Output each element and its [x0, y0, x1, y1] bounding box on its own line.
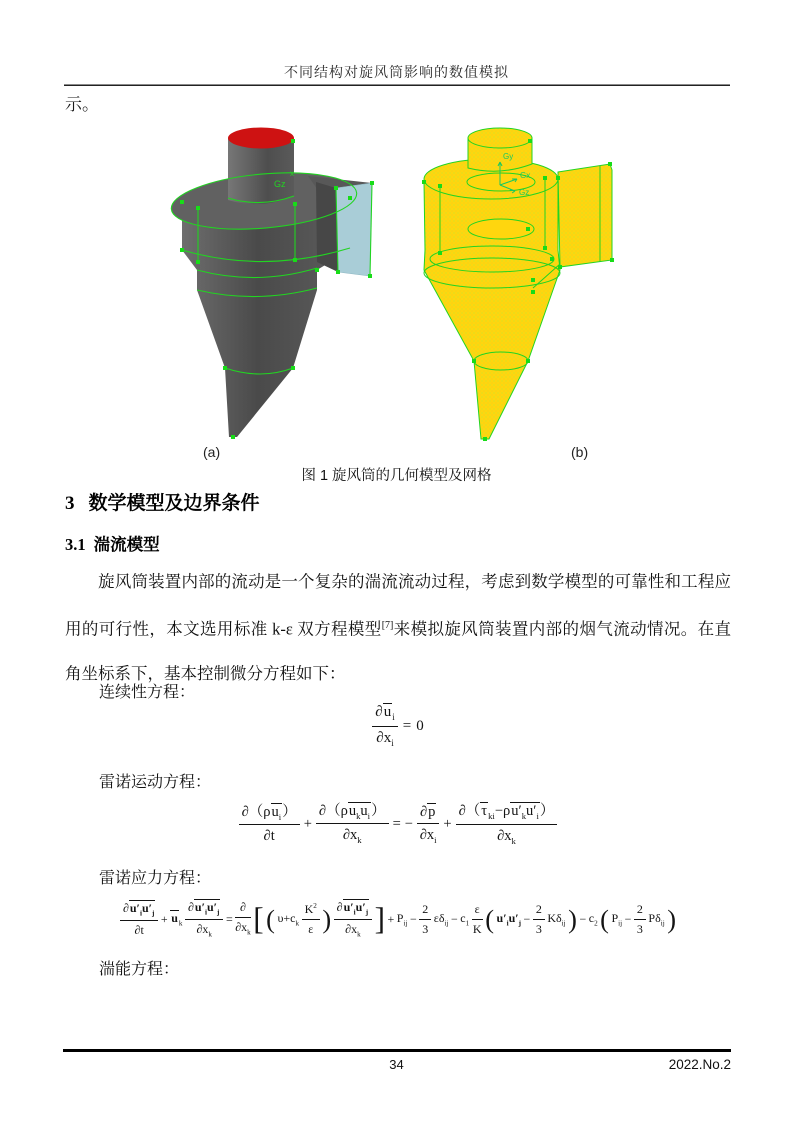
citation-ref: [7]	[381, 620, 394, 631]
math-symbol: =	[225, 911, 233, 926]
outlet-top-red	[228, 128, 294, 149]
model-b-axis-gz-label: Gz	[519, 188, 530, 197]
mesh-body	[424, 178, 560, 439]
page-number: 34	[389, 1057, 404, 1072]
paragraph-text: 来模拟旋风筒装置内部的烟气流动情况。在直角坐标系下，基本控制微分方程如下：	[65, 619, 731, 683]
math-symbol: −	[624, 911, 632, 926]
dissipation-term: $\varepsilon\delta_{ij}$	[433, 910, 449, 928]
model-a-axis-x-label: x	[290, 169, 294, 178]
mesh-vortex-finder-bottom	[468, 219, 534, 239]
c2-coefficient: $c_2$	[588, 910, 598, 928]
k-delta-term: $K\delta_{ij}$	[547, 910, 566, 928]
math-symbol: −	[450, 911, 458, 926]
math-symbol: 0	[416, 717, 424, 734]
continuity-label: 连续性方程：	[99, 684, 196, 701]
lead-text: 示。	[65, 95, 99, 114]
equation-continuity	[65, 700, 731, 752]
section-heading	[65, 488, 260, 515]
equation-reynolds-stress: $\partial u'_iu'_j$ ∂t + $u_k$ $\frac{\partial u'_iu'_j}{\partial x_k}$ = ∂ $\partial x_k$ [ ( $\upsilon+c_k$ $K^2$ ε ) $\partial u'_iu'_j$ $\partial x_k$ ] + $P_{ij}$ − $\frac{2}{3}$ $\varepsilon\delta_{ij}$ − $c_1$ ε K ( $u'_iu'_j$ − $\frac{2}{3}$ $K\delta_{ij}$ ) − $c_2$ ( $P_{ij}$ − $\frac{2}{3}$ $P\delta_{ij}$ )	[65, 888, 731, 950]
header-rule	[64, 84, 730, 86]
model-b-axis-gx-label: Gx	[520, 171, 531, 180]
math-symbol: =	[402, 717, 412, 734]
subsection-title: 湍流模型	[93, 536, 160, 554]
subsection-number: 3.1	[65, 535, 86, 554]
figure-label-a: (a)	[203, 444, 221, 460]
fraction: $\frac{\partial u_i}{\partial x_i}$	[372, 703, 397, 749]
inlet-duct-face	[336, 183, 372, 276]
fraction: $K^2$ ε	[302, 902, 320, 937]
production-term: $P_{ij}$	[611, 910, 623, 928]
fraction: $\partial(\rho u_i)$ ∂t	[239, 803, 300, 845]
issue-label: 2022.No.2	[668, 1057, 731, 1072]
fraction: $\frac{\partial p}{\partial x_i}$	[417, 803, 439, 846]
math-symbol: +	[387, 911, 395, 926]
production-term: $P_{ij}$	[396, 910, 408, 928]
figure-1-model-a-geometry	[140, 112, 390, 460]
fraction: $\partial u'_iu'_j$ $\partial x_k$	[334, 899, 372, 939]
reynolds-stress-label: 雷诺应力方程：	[99, 870, 212, 887]
math-symbol: −	[404, 815, 413, 832]
fraction: $\partial u'_iu'_j$ ∂t	[120, 900, 158, 938]
mesh-inlet-duct	[558, 164, 612, 267]
fraction: $\frac{2}{3}$	[533, 902, 545, 937]
math-symbol: −	[409, 911, 417, 926]
mean-velocity: $u_k$	[171, 911, 183, 928]
figure-1-model-b-mesh	[405, 112, 655, 460]
footer-rule	[63, 1049, 731, 1052]
fraction: $\frac{2}{3}$	[634, 902, 646, 937]
running-header-title: 不同结构对旋风筒影响的数值模拟	[284, 66, 509, 81]
math-symbol: +	[303, 815, 312, 832]
stress-term: $u'_iu'_j$	[496, 910, 522, 928]
figure-label-b: (b)	[571, 444, 589, 460]
paragraph-text: 旋风筒装置内部的流动是一个复杂的湍流流动过程，考虑到数学模型的可靠性和工程应用的可行性，本文选用标准 k-ε 双方程模型	[65, 572, 731, 639]
fraction: $\frac{\partial u'_iu'_j}{\partial x_k}$	[185, 899, 223, 939]
model-a-axis-gz-label: Gz	[274, 179, 286, 189]
reynolds-motion-label: 雷诺运动方程：	[99, 774, 212, 791]
model-b-axis-gy-label: Gy	[503, 152, 514, 161]
figure-1	[0, 112, 793, 464]
fraction: ∂ $\partial x_k$	[235, 900, 251, 937]
viscosity-term: $\upsilon+c_k$	[277, 910, 300, 928]
math-symbol: −	[523, 911, 531, 926]
math-symbol: +	[443, 815, 452, 832]
c1-coefficient: $c_1$	[460, 910, 470, 928]
turbulence-energy-label: 湍能方程：	[99, 961, 180, 978]
fraction: ε K	[472, 901, 482, 936]
fraction: $\frac{2}{3}$	[419, 902, 431, 937]
mesh-chimney-top	[468, 128, 532, 148]
p-delta-term: $P\delta_{ij}$	[648, 910, 665, 928]
fraction: $\partial(\tau_{ki}-\rho u'_ku'_i)$ $\partial x_k$	[456, 802, 558, 847]
math-symbol: +	[160, 911, 168, 926]
math-symbol: −	[579, 911, 587, 926]
inlet-duct-side	[316, 182, 338, 272]
section-title: 数学模型及边界条件	[88, 493, 260, 514]
subsection-heading	[65, 531, 160, 555]
figure-caption: 图 1 旋风筒的几何模型及网格	[301, 468, 492, 484]
math-symbol: =	[392, 815, 401, 832]
section-number: 3	[65, 493, 75, 514]
fraction: $\partial(\rho u_ku_i)$ $\partial x_k$	[316, 802, 389, 846]
body-paragraph	[65, 560, 731, 696]
equation-reynolds-motion	[65, 794, 731, 854]
